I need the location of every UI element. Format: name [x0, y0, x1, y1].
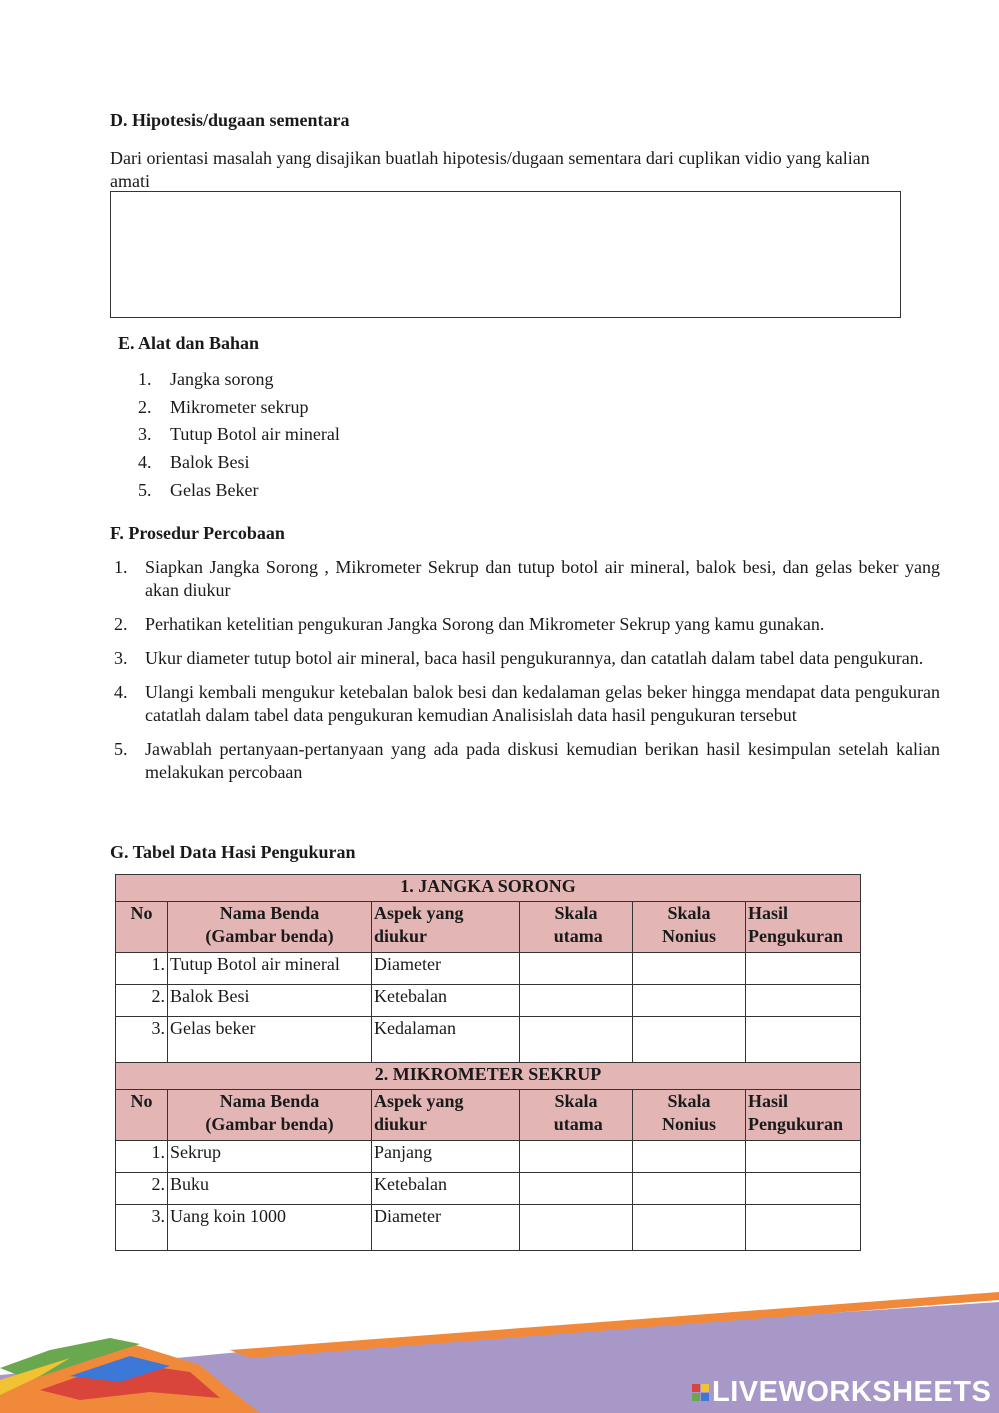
list-item: 4. Balok Besi [138, 452, 250, 473]
skala-nonius-cell[interactable] [633, 1141, 746, 1173]
table-row: 2. Balok Besi Ketebalan [116, 985, 861, 1017]
col-no: No [116, 902, 168, 953]
skala-utama-cell[interactable] [520, 1205, 633, 1251]
col-skala-utama: Skala utama [520, 902, 633, 953]
tools-list [138, 366, 340, 504]
skala-nonius-cell[interactable] [633, 985, 746, 1017]
skala-utama-cell[interactable] [520, 985, 633, 1017]
table-row: 3. Gelas beker Kedalaman [116, 1017, 861, 1063]
section-d-instructions: Dari orientasi masalah yang disajikan buatlah hipotesis/dugaan sementara dari cuplikan vidio yang kalian amati [110, 148, 870, 191]
liveworksheets-logo-icon [692, 1384, 709, 1401]
table-section-header [116, 1063, 861, 1090]
jangka-sorong-title: 1. JANGKA SORONG [116, 875, 861, 902]
col-hasil: Hasil Pengukuran [746, 902, 861, 953]
table-row: 3. Uang koin 1000 Diameter [116, 1205, 861, 1251]
skala-nonius-cell[interactable] [633, 1017, 746, 1063]
hasil-cell[interactable] [746, 1017, 861, 1063]
list-item: 1. Jangka sorong [138, 369, 274, 389]
list-item: 5. Jawablah pertanyaan-pertanyaan yang ada pada diskusi kemudian berikan hasil kesimpulan setelah kalian melakukan percobaan [114, 739, 940, 782]
table-section-header [116, 875, 861, 902]
col-skala-utama: Skala utama [520, 1090, 633, 1141]
brand-name: LIVEWORKSHEETS [712, 1376, 992, 1408]
skala-utama-cell[interactable] [520, 953, 633, 985]
table-row: 1. Sekrup Panjang [116, 1141, 861, 1173]
hasil-cell[interactable] [746, 1141, 861, 1173]
col-aspek: Aspek yang diukur [372, 902, 520, 953]
col-nama-benda: Nama Benda (Gambar benda) [168, 1090, 372, 1141]
section-d-title: D. Hipotesis/dugaan sementara [110, 110, 350, 130]
mikrometer-sekrup-title: 2. MIKROMETER SEKRUP [116, 1063, 861, 1090]
col-aspek: Aspek yang diukur [372, 1090, 520, 1141]
skala-utama-cell[interactable] [520, 1173, 633, 1205]
table-row: 1. Tutup Botol air mineral Diameter [116, 953, 861, 985]
col-hasil: Hasil Pengukuran [746, 1090, 861, 1141]
hasil-cell[interactable] [746, 1173, 861, 1205]
section-e-title: E. Alat dan Bahan [118, 333, 260, 353]
hasil-cell[interactable] [746, 1205, 861, 1251]
skala-utama-cell[interactable] [520, 1017, 633, 1063]
list-item: 3. Ukur diameter tutup botol air mineral, baca hasil pengukurannya, dan catatlah dalam tabel data pengukuran. [114, 648, 924, 668]
hasil-cell[interactable] [746, 985, 861, 1017]
hypothesis-answer-box[interactable] [110, 191, 901, 318]
skala-utama-cell[interactable] [520, 1141, 633, 1173]
list-item: 2. Mikrometer sekrup [138, 396, 309, 417]
section-f-title: F. Prosedur Percobaan [110, 523, 285, 543]
table-row: 2. Buku Ketebalan [116, 1173, 861, 1205]
measurement-table [115, 874, 861, 1251]
list-item: 1. Siapkan Jangka Sorong , Mikrometer Sekrup dan tutup botol air mineral, balok besi, dan gelas beker yang akan diukur [114, 557, 940, 600]
col-nama-benda: Nama Benda (Gambar benda) [168, 902, 372, 953]
list-item: 4. Ulangi kembali mengukur ketebalan balok besi dan kedalaman gelas beker hingga mendapat data pengukuran catatlah dalam tabel data pengukuran kemudian Analisislah data hasil pengukuran tersebut [114, 682, 940, 725]
skala-nonius-cell[interactable] [633, 1205, 746, 1251]
table-header-row [116, 902, 861, 953]
col-skala-nonius: Skala Nonius [633, 1090, 746, 1141]
list-item: 5. Gelas Beker [138, 479, 259, 500]
table-header-row [116, 1090, 861, 1141]
hasil-cell[interactable] [746, 953, 861, 985]
list-item: 2. Perhatikan ketelitian pengukuran Jangka Sorong dan Mikrometer Sekrup yang kamu gunakan. [114, 614, 825, 634]
skala-nonius-cell[interactable] [633, 953, 746, 985]
procedure-steps [114, 556, 940, 795]
skala-nonius-cell[interactable] [633, 1173, 746, 1205]
list-item: 3. Tutup Botol air mineral [138, 424, 340, 445]
section-g-title: G. Tabel Data Hasi Pengukuran [110, 842, 356, 862]
col-no: No [116, 1090, 168, 1141]
brand-logo [692, 1376, 991, 1409]
col-skala-nonius: Skala Nonius [633, 902, 746, 953]
